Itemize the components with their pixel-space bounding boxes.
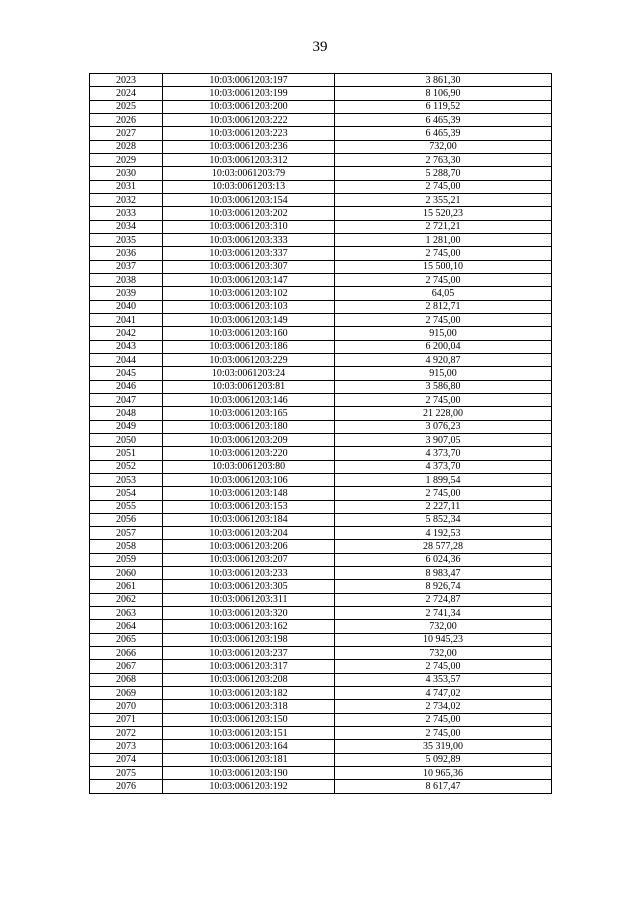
amount-cell: 4 373,70: [335, 460, 552, 473]
table-row: [90, 780, 552, 793]
table-row: [90, 193, 552, 206]
row-number-cell: 2072: [90, 727, 163, 740]
cadastral-number-cell: 10:03:0061203:164: [163, 740, 335, 753]
table-row: [90, 527, 552, 540]
row-number-cell: 2062: [90, 593, 163, 606]
amount-cell: 64,05: [335, 287, 552, 300]
cadastral-number-cell: 10:03:0061203:151: [163, 727, 335, 740]
table-row: [90, 513, 552, 526]
cadastral-number-cell: 10:03:0061203:103: [163, 300, 335, 313]
row-number-cell: 2059: [90, 553, 163, 566]
table-row: [90, 100, 552, 113]
cadastral-number-cell: 10:03:0061203:154: [163, 193, 335, 206]
row-number-cell: 2050: [90, 433, 163, 446]
amount-cell: 2 724,87: [335, 593, 552, 606]
data-table: [89, 73, 552, 794]
amount-cell: 732,00: [335, 620, 552, 633]
table-row: [90, 540, 552, 553]
cadastral-number-cell: 10:03:0061203:79: [163, 167, 335, 180]
cadastral-number-cell: 10:03:0061203:149: [163, 313, 335, 326]
row-number-cell: 2032: [90, 193, 163, 206]
table-row: [90, 740, 552, 753]
table-row: [90, 753, 552, 766]
table-row: [90, 620, 552, 633]
amount-cell: 1 899,54: [335, 473, 552, 486]
row-number-cell: 2065: [90, 633, 163, 646]
amount-cell: 2 745,00: [335, 247, 552, 260]
row-number-cell: 2047: [90, 393, 163, 406]
row-number-cell: 2045: [90, 367, 163, 380]
amount-cell: 5 288,70: [335, 167, 552, 180]
table-row: [90, 233, 552, 246]
table-row: [90, 407, 552, 420]
table-row: [90, 273, 552, 286]
row-number-cell: 2055: [90, 500, 163, 513]
table-row: [90, 313, 552, 326]
row-number-cell: 2058: [90, 540, 163, 553]
table-row: [90, 500, 552, 513]
table-row: [90, 447, 552, 460]
amount-cell: 2 745,00: [335, 727, 552, 740]
row-number-cell: 2070: [90, 700, 163, 713]
cadastral-number-cell: 10:03:0061203:147: [163, 273, 335, 286]
cadastral-number-cell: 10:03:0061203:333: [163, 233, 335, 246]
table-row: [90, 207, 552, 220]
amount-cell: 6 200,04: [335, 340, 552, 353]
amount-cell: 6 465,39: [335, 127, 552, 140]
table-row: [90, 327, 552, 340]
table-row: [90, 607, 552, 620]
row-number-cell: 2024: [90, 87, 163, 100]
row-number-cell: 2040: [90, 300, 163, 313]
table-row: [90, 593, 552, 606]
table-row: [90, 113, 552, 126]
row-number-cell: 2060: [90, 567, 163, 580]
table-row: [90, 700, 552, 713]
table-row: [90, 287, 552, 300]
amount-cell: 732,00: [335, 647, 552, 660]
row-number-cell: 2035: [90, 233, 163, 246]
cadastral-number-cell: 10:03:0061203:233: [163, 567, 335, 580]
row-number-cell: 2076: [90, 780, 163, 793]
amount-cell: 3 907,05: [335, 433, 552, 446]
cadastral-number-cell: 10:03:0061203:160: [163, 327, 335, 340]
row-number-cell: 2048: [90, 407, 163, 420]
amount-cell: 10 945,23: [335, 633, 552, 646]
table-row: [90, 580, 552, 593]
row-number-cell: 2042: [90, 327, 163, 340]
amount-cell: 2 745,00: [335, 393, 552, 406]
row-number-cell: 2034: [90, 220, 163, 233]
cadastral-number-cell: 10:03:0061203:305: [163, 580, 335, 593]
table-row: [90, 727, 552, 740]
row-number-cell: 2025: [90, 100, 163, 113]
cadastral-number-cell: 10:03:0061203:24: [163, 367, 335, 380]
amount-cell: 15 500,10: [335, 260, 552, 273]
row-number-cell: 2030: [90, 167, 163, 180]
row-number-cell: 2051: [90, 447, 163, 460]
cadastral-number-cell: 10:03:0061203:204: [163, 527, 335, 540]
table-row: [90, 74, 552, 87]
cadastral-number-cell: 10:03:0061203:81: [163, 380, 335, 393]
table-row: [90, 167, 552, 180]
table-row: [90, 380, 552, 393]
table-row: [90, 567, 552, 580]
amount-cell: 35 319,00: [335, 740, 552, 753]
amount-cell: 2 745,00: [335, 713, 552, 726]
table-row: [90, 153, 552, 166]
table-row: [90, 367, 552, 380]
table-row: [90, 433, 552, 446]
amount-cell: 2 734,02: [335, 700, 552, 713]
amount-cell: 2 745,00: [335, 660, 552, 673]
cadastral-number-cell: 10:03:0061203:318: [163, 700, 335, 713]
cadastral-number-cell: 10:03:0061203:102: [163, 287, 335, 300]
row-number-cell: 2039: [90, 287, 163, 300]
amount-cell: 4 192,53: [335, 527, 552, 540]
amount-cell: 2 355,21: [335, 193, 552, 206]
amount-cell: 6 119,52: [335, 100, 552, 113]
table-row: [90, 647, 552, 660]
row-number-cell: 2026: [90, 113, 163, 126]
cadastral-number-cell: 10:03:0061203:223: [163, 127, 335, 140]
amount-cell: 28 577,28: [335, 540, 552, 553]
cadastral-number-cell: 10:03:0061203:184: [163, 513, 335, 526]
row-number-cell: 2037: [90, 260, 163, 273]
cadastral-number-cell: 10:03:0061203:222: [163, 113, 335, 126]
table-body: [90, 74, 552, 794]
amount-cell: 8 983,47: [335, 567, 552, 580]
cadastral-number-cell: 10:03:0061203:317: [163, 660, 335, 673]
row-number-cell: 2066: [90, 647, 163, 660]
table-row: [90, 713, 552, 726]
cadastral-number-cell: 10:03:0061203:186: [163, 340, 335, 353]
amount-cell: 21 228,00: [335, 407, 552, 420]
row-number-cell: 2029: [90, 153, 163, 166]
amount-cell: 3 586,80: [335, 380, 552, 393]
amount-cell: 2 721,21: [335, 220, 552, 233]
table-row: [90, 767, 552, 780]
table-row: [90, 473, 552, 486]
cadastral-number-cell: 10:03:0061203:181: [163, 753, 335, 766]
row-number-cell: 2073: [90, 740, 163, 753]
row-number-cell: 2056: [90, 513, 163, 526]
cadastral-number-cell: 10:03:0061203:150: [163, 713, 335, 726]
row-number-cell: 2063: [90, 607, 163, 620]
amount-cell: 5 852,34: [335, 513, 552, 526]
cadastral-number-cell: 10:03:0061203:312: [163, 153, 335, 166]
cadastral-number-cell: 10:03:0061203:148: [163, 487, 335, 500]
amount-cell: 2 745,00: [335, 273, 552, 286]
amount-cell: 915,00: [335, 367, 552, 380]
cadastral-number-cell: 10:03:0061203:209: [163, 433, 335, 446]
amount-cell: 2 745,00: [335, 487, 552, 500]
row-number-cell: 2046: [90, 380, 163, 393]
amount-cell: 4 920,87: [335, 353, 552, 366]
cadastral-number-cell: 10:03:0061203:229: [163, 353, 335, 366]
cadastral-number-cell: 10:03:0061203:197: [163, 74, 335, 87]
cadastral-number-cell: 10:03:0061203:220: [163, 447, 335, 460]
row-number-cell: 2064: [90, 620, 163, 633]
amount-cell: 4 353,57: [335, 673, 552, 686]
cadastral-number-cell: 10:03:0061203:80: [163, 460, 335, 473]
amount-cell: 8 106,90: [335, 87, 552, 100]
row-number-cell: 2027: [90, 127, 163, 140]
table-row: [90, 127, 552, 140]
row-number-cell: 2069: [90, 687, 163, 700]
amount-cell: 915,00: [335, 327, 552, 340]
amount-cell: 3 076,23: [335, 420, 552, 433]
table-row: [90, 420, 552, 433]
row-number-cell: 2031: [90, 180, 163, 193]
row-number-cell: 2043: [90, 340, 163, 353]
amount-cell: 2 812,71: [335, 300, 552, 313]
table-row: [90, 393, 552, 406]
cadastral-number-cell: 10:03:0061203:153: [163, 500, 335, 513]
table-row: [90, 633, 552, 646]
amount-cell: 4 373,70: [335, 447, 552, 460]
amount-cell: 15 520,23: [335, 207, 552, 220]
amount-cell: 1 281,00: [335, 233, 552, 246]
page-number: 39: [312, 39, 328, 55]
row-number-cell: 2074: [90, 753, 163, 766]
table-row: [90, 660, 552, 673]
cadastral-number-cell: 10:03:0061203:165: [163, 407, 335, 420]
amount-cell: 8 617,47: [335, 780, 552, 793]
row-number-cell: 2053: [90, 473, 163, 486]
row-number-cell: 2061: [90, 580, 163, 593]
amount-cell: 2 745,00: [335, 313, 552, 326]
amount-cell: 3 861,30: [335, 74, 552, 87]
cadastral-number-cell: 10:03:0061203:180: [163, 420, 335, 433]
table-row: [90, 553, 552, 566]
row-number-cell: 2049: [90, 420, 163, 433]
table-row: [90, 260, 552, 273]
amount-cell: 6 024,36: [335, 553, 552, 566]
table-row: [90, 487, 552, 500]
cadastral-number-cell: 10:03:0061203:202: [163, 207, 335, 220]
cadastral-number-cell: 10:03:0061203:206: [163, 540, 335, 553]
cadastral-number-cell: 10:03:0061203:200: [163, 100, 335, 113]
cadastral-number-cell: 10:03:0061203:311: [163, 593, 335, 606]
amount-cell: 2 745,00: [335, 180, 552, 193]
table-row: [90, 340, 552, 353]
row-number-cell: 2038: [90, 273, 163, 286]
cadastral-number-cell: 10:03:0061203:237: [163, 647, 335, 660]
amount-cell: 2 763,30: [335, 153, 552, 166]
amount-cell: 4 747,02: [335, 687, 552, 700]
row-number-cell: 2033: [90, 207, 163, 220]
table-row: [90, 353, 552, 366]
cadastral-number-cell: 10:03:0061203:207: [163, 553, 335, 566]
row-number-cell: 2041: [90, 313, 163, 326]
cadastral-number-cell: 10:03:0061203:106: [163, 473, 335, 486]
amount-cell: 2 741,34: [335, 607, 552, 620]
cadastral-number-cell: 10:03:0061203:236: [163, 140, 335, 153]
amount-cell: 6 465,39: [335, 113, 552, 126]
cadastral-number-cell: 10:03:0061203:182: [163, 687, 335, 700]
cadastral-number-cell: 10:03:0061203:337: [163, 247, 335, 260]
row-number-cell: 2054: [90, 487, 163, 500]
cadastral-number-cell: 10:03:0061203:162: [163, 620, 335, 633]
amount-cell: 732,00: [335, 140, 552, 153]
cadastral-number-cell: 10:03:0061203:198: [163, 633, 335, 646]
table-row: [90, 673, 552, 686]
table-row: [90, 87, 552, 100]
row-number-cell: 2067: [90, 660, 163, 673]
row-number-cell: 2052: [90, 460, 163, 473]
row-number-cell: 2071: [90, 713, 163, 726]
table-row: [90, 247, 552, 260]
cadastral-number-cell: 10:03:0061203:320: [163, 607, 335, 620]
row-number-cell: 2023: [90, 74, 163, 87]
table-row: [90, 460, 552, 473]
cadastral-number-cell: 10:03:0061203:199: [163, 87, 335, 100]
amount-cell: 2 227,11: [335, 500, 552, 513]
row-number-cell: 2068: [90, 673, 163, 686]
amount-cell: 5 092,89: [335, 753, 552, 766]
cadastral-number-cell: 10:03:0061203:310: [163, 220, 335, 233]
table-row: [90, 180, 552, 193]
cadastral-number-cell: 10:03:0061203:208: [163, 673, 335, 686]
row-number-cell: 2057: [90, 527, 163, 540]
row-number-cell: 2044: [90, 353, 163, 366]
row-number-cell: 2036: [90, 247, 163, 260]
cadastral-number-cell: 10:03:0061203:192: [163, 780, 335, 793]
table-row: [90, 140, 552, 153]
table-row: [90, 687, 552, 700]
cadastral-number-cell: 10:03:0061203:190: [163, 767, 335, 780]
table-row: [90, 300, 552, 313]
cadastral-number-cell: 10:03:0061203:307: [163, 260, 335, 273]
row-number-cell: 2028: [90, 140, 163, 153]
table-row: [90, 220, 552, 233]
cadastral-number-cell: 10:03:0061203:13: [163, 180, 335, 193]
cadastral-number-cell: 10:03:0061203:146: [163, 393, 335, 406]
row-number-cell: 2075: [90, 767, 163, 780]
amount-cell: 10 965,36: [335, 767, 552, 780]
amount-cell: 8 926,74: [335, 580, 552, 593]
